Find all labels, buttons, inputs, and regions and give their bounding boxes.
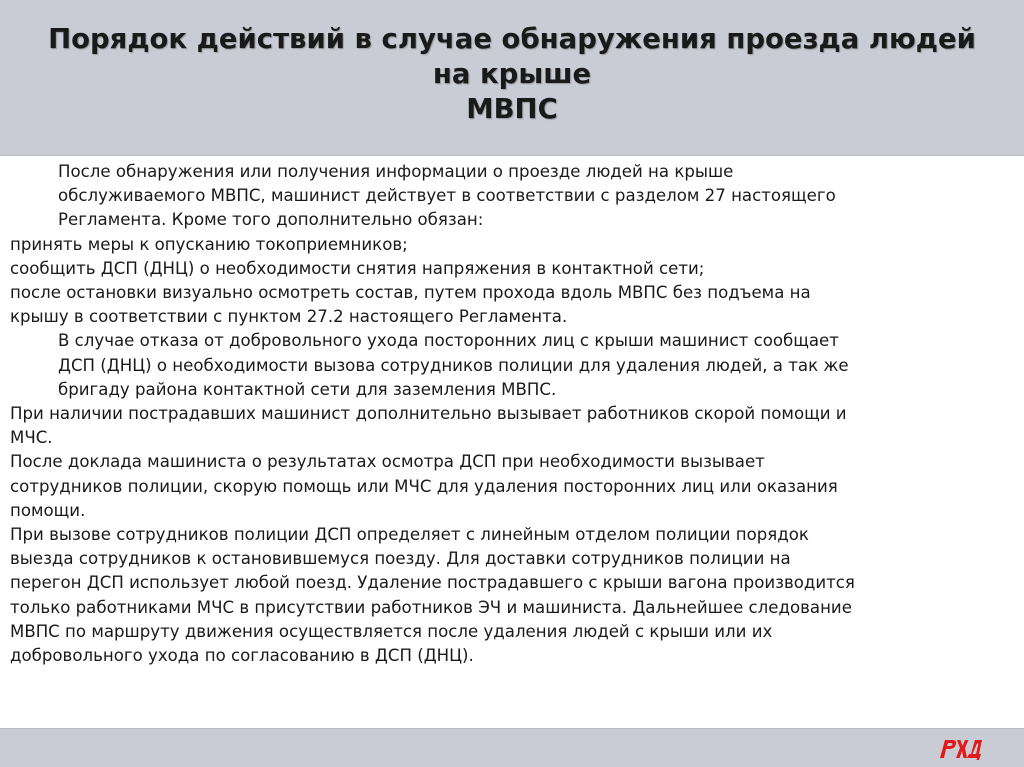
slide-title	[30, 22, 994, 127]
text-line: Регламента. Кроме того дополнительно обязан:	[58, 210, 484, 230]
text-line: ДСП (ДНЦ) о необходимости вызова сотрудников полиции для удаления людей, а так же	[58, 355, 849, 375]
title-line-1: Порядок действий в случае обнаружения проезда людей	[48, 23, 976, 55]
duty-item-notify-dispatcher	[10, 257, 1010, 281]
text-line: сотрудников полиции, скорую помощь или МЧС для удаления посторонних лиц или оказания	[10, 476, 838, 496]
text-line: МЧС.	[10, 428, 53, 448]
text-line: бригаду района контактной сети для заземления МВПС.	[58, 379, 557, 399]
text-line: При вызове сотрудников полиции ДСП определяет с линейным отделом полиции порядок	[10, 525, 809, 545]
text-line: После обнаружения или получения информации о проезде людей на крыше	[58, 162, 734, 181]
slide-body	[10, 160, 1010, 668]
paragraph-report	[10, 450, 1010, 523]
paragraph-intro	[10, 160, 1010, 233]
title-line-2: на крыше	[432, 58, 592, 90]
text-line: выезда сотрудников к остановившемуся поезду. Для доставки сотрудников полиции на	[10, 549, 791, 569]
text-line: При наличии пострадавших машинист дополнительно вызывает работников скорой помощи и	[10, 404, 847, 424]
paragraph-refusal	[10, 329, 1010, 402]
text-line: сообщить ДСП (ДНЦ) о необходимости снятия напряжения в контактной сети;	[10, 258, 705, 278]
text-line: добровольного ухода по согласованию в ДСП (ДНЦ).	[10, 646, 474, 666]
title-bar	[0, 0, 1024, 156]
paragraph-police	[10, 523, 1010, 668]
footer-bar	[0, 728, 1024, 767]
text-line: обслуживаемого МВПС, машинист действует в соответствии с разделом 27 настоящего	[58, 186, 836, 206]
text-line: В случае отказа от добровольного ухода посторонних лиц с крыши машинист сообщает	[58, 331, 839, 351]
text-line: принять меры к опусканию токоприемников;	[10, 234, 408, 254]
text-line: МВПС по маршруту движения осуществляется после удаления людей с крыши или их	[10, 621, 773, 641]
text-line: помощи.	[10, 500, 86, 520]
text-line: После доклада машиниста о результатах осмотра ДСП при необходимости вызывает	[10, 452, 765, 472]
text-line: крышу в соответствии с пунктом 27.2 настоящего Регламента.	[10, 307, 568, 327]
title-line-3: МВПС	[466, 93, 558, 125]
duty-item-inspect-train	[10, 281, 1010, 329]
rzd-logo-icon	[936, 734, 988, 762]
text-line: только работниками МЧС в присутствии работников ЭЧ и машиниста. Дальнейшее следование	[10, 597, 852, 617]
text-line: перегон ДСП использует любой поезд. Удаление пострадавшего с крыши вагона производится	[10, 573, 855, 593]
text-line: после остановки визуально осмотреть состав, путем прохода вдоль МВПС без подъема на	[10, 283, 811, 303]
paragraph-injured	[10, 402, 1010, 450]
duty-item-lower-pantographs	[10, 233, 1010, 257]
